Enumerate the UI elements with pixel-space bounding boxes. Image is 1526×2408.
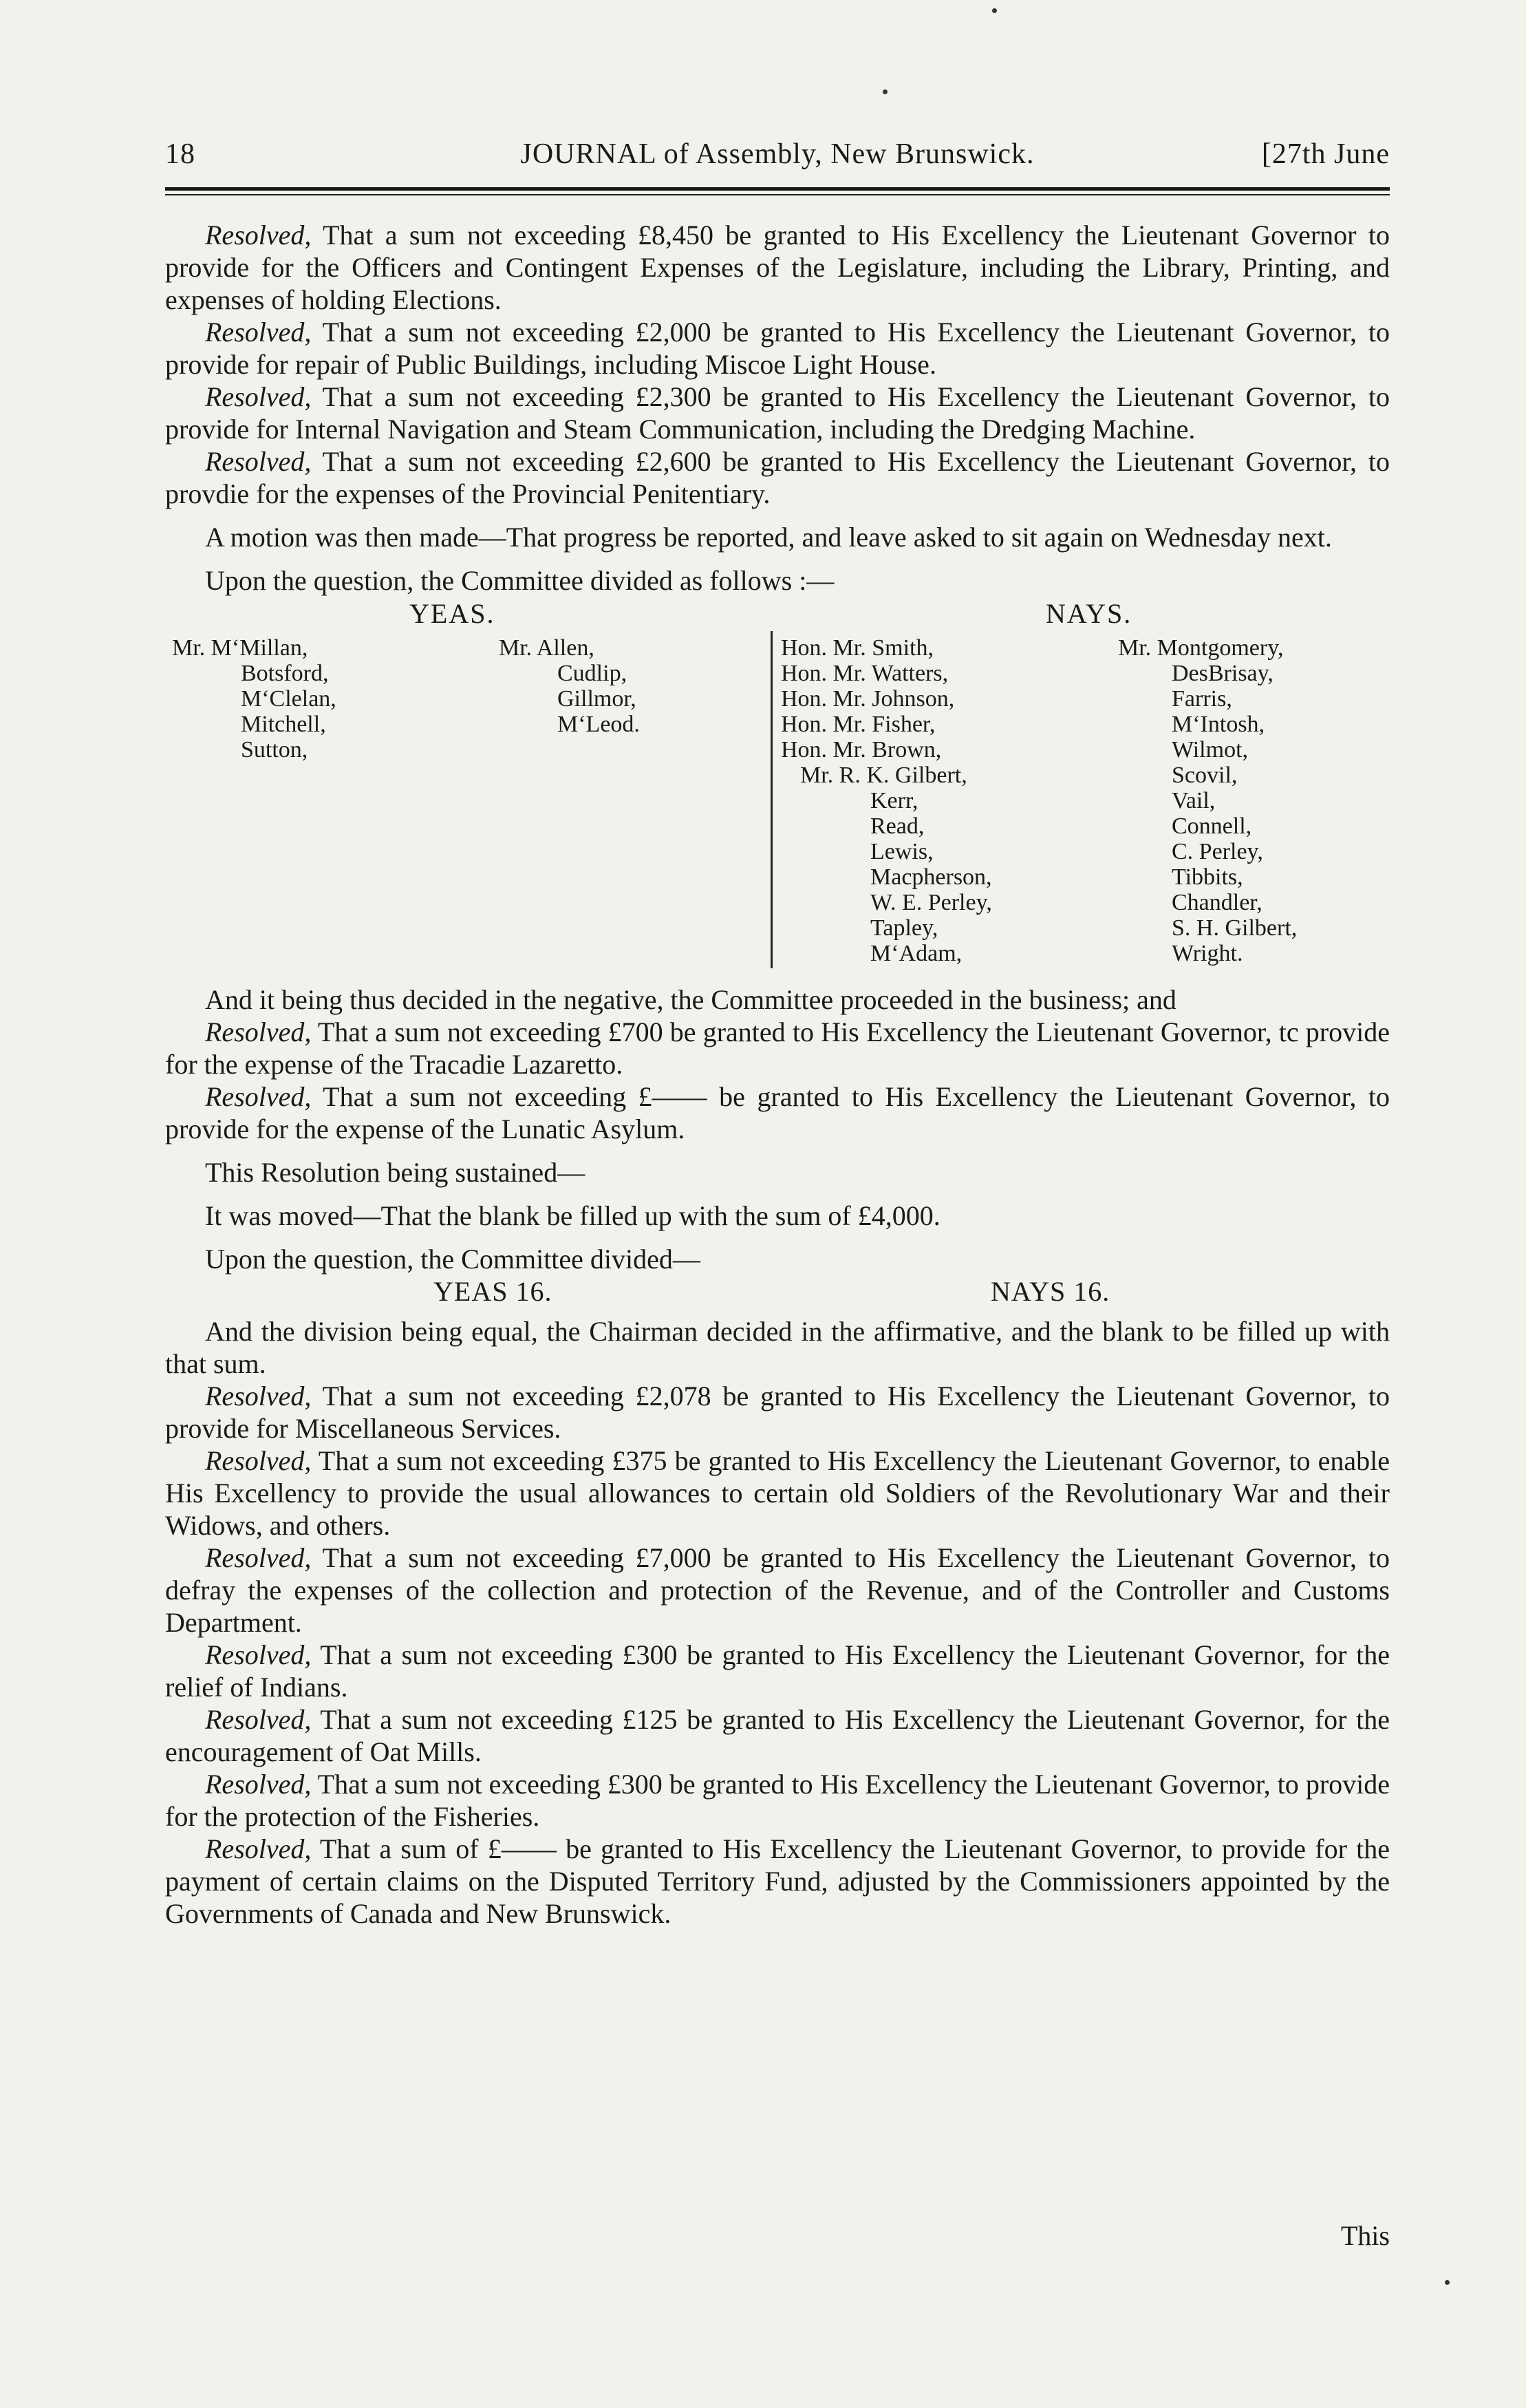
nays-column-1 [781,635,992,966]
resolved-lead: Resolved, [205,446,312,477]
member-name: Tibbits, [1172,864,1243,890]
paragraph-text: And it being thus decided in the negative, the Committee proceeded in the business; and [205,984,1176,1015]
speck-mark [883,89,888,94]
member-name: Lewis, [870,839,934,864]
journal-title: JOURNAL of Assembly, New Brunswick. [520,138,1035,170]
paragraph-text: That a sum not exceeding £2,600 be granted to His Excellency the Lieutenant Governor, to provdie for the expenses of the Provincial Penitentiary. [165,446,1390,509]
running-header [165,138,1390,179]
journal-paragraph [165,1200,1390,1232]
paragraph-text: That a sum not exceeding £700 be granted to His Excellency the Lieutenant Governor, tc provide for the expense of the Tracadie Lazaretto. [165,1016,1390,1080]
journal-body [165,219,1390,1930]
paragraph-text: That a sum not exceeding £2,300 be granted to His Excellency the Lieutenant Governor, to provide for Internal Navigation and Steam Communication, including the Dredging Machine. [165,381,1390,445]
member-name: Hon. Mr. Watters, [781,661,949,686]
paragraph-text: That a sum of £—— be granted to His Excellency the Lieutenant Governor, to provide for the payment of certain claims on the Disputed Territory Fund, adjusted by the Commissioners appointed by the Governments of Canada and New Brunswick. [165,1833,1390,1929]
nays-count: NAYS 16. [991,1276,1110,1307]
journal-paragraph [165,445,1390,510]
journal-paragraph [165,564,1390,597]
nays-heading: NAYS. [1046,598,1132,629]
paragraph-text: That a sum not exceeding £8,450 be granted to His Excellency the Lieutenant Governor to provide for the Officers and Contingent Expenses of the Legislature, including the Library, Printing, and expenses of holding Elections. [165,220,1390,315]
journal-paragraph [165,1243,1390,1275]
member-name: Mr. Allen, [499,635,594,661]
paragraph-text: That a sum not exceeding £2,000 be granted to His Excellency the Lieutenant Governor, to provide for repair of Public Buildings, including Miscoe Light House. [165,317,1390,380]
resolved-lead: Resolved, [205,1639,312,1670]
paragraph-group-b [165,983,1390,1275]
member-name: Mr. R. K. Gilbert, [800,763,967,788]
journal-paragraph [165,1542,1390,1639]
header-rule-thick [165,187,1390,191]
resolved-lead: Resolved, [205,1016,312,1047]
yeas-column-2 [499,635,640,737]
paragraph-text: It was moved—That the blank be filled up with the sum of £4,000. [205,1200,941,1231]
paragraph-group-a [165,219,1390,597]
member-name: Cudlip, [557,661,627,686]
paragraph-text: Upon the question, the Committee divided— [205,1244,700,1275]
division-tally [165,1275,1390,1315]
member-name: Sutton, [241,737,308,763]
journal-paragraph [165,521,1390,553]
member-name: W. E. Perley, [870,890,992,915]
member-name: M‘Leod. [557,712,640,737]
speck-mark [992,8,997,13]
journal-paragraph [165,1156,1390,1189]
member-name: S. H. Gilbert, [1172,915,1298,941]
member-name: Mr. M‘Millan, [172,635,308,661]
resolved-lead: Resolved, [205,1542,312,1573]
paragraph-text: That a sum not exceeding £300 be granted to His Excellency the Lieutenant Governor, to provide for the protection of the Fisheries. [165,1769,1390,1832]
member-name: Connell, [1172,813,1252,839]
member-name: Mitchell, [241,712,326,737]
journal-paragraph [165,316,1390,381]
journal-paragraph [165,1080,1390,1145]
paragraph-text: And the division being equal, the Chairman decided in the affirmative, and the blank to be filled up with that sum. [165,1316,1390,1379]
yeas-heading: YEAS. [409,598,495,629]
resolved-lead: Resolved, [205,1081,312,1112]
header-date: [27th June [1261,138,1390,170]
journal-paragraph [165,1703,1390,1768]
resolved-lead: Resolved, [205,1833,312,1864]
member-name: Read, [870,813,925,839]
journal-paragraph [165,1833,1390,1930]
paragraph-text: That a sum not exceeding £375 be granted to His Excellency the Lieutenant Governor, to enable His Excellency to provide the usual allowances to certain old Soldiers of the Revolutionary War and their Widows, and others. [165,1445,1390,1541]
member-name: Macpherson, [870,864,992,890]
paragraph-text: That a sum not exceeding £—— be granted to His Excellency the Lieutenant Governor, to provide for the expense of the Lunatic Asylum. [165,1081,1390,1144]
journal-paragraph [165,1445,1390,1542]
journal-paragraph [165,1768,1390,1833]
member-name: Vail, [1172,788,1216,813]
resolved-lead: Resolved, [205,317,312,348]
member-name: Hon. Mr. Smith, [781,635,934,661]
journal-paragraph [165,381,1390,445]
journal-paragraph [165,1016,1390,1080]
journal-paragraph [165,983,1390,1016]
member-name: Farris, [1172,686,1232,712]
member-name: Hon. Mr. Johnson, [781,686,955,712]
resolved-lead: Resolved, [205,1381,312,1411]
yeas-nays-divider [771,631,773,968]
paragraph-text: This Resolution being sustained— [205,1157,585,1188]
nays-column-2 [1118,635,1297,966]
member-name: DesBrisay, [1172,661,1274,686]
member-name: Tapley, [870,915,938,941]
page-number: 18 [165,138,195,170]
speck-mark [1445,2280,1450,2285]
member-name: M‘Clelan, [241,686,336,712]
member-name: Hon. Mr. Brown, [781,737,942,763]
paragraph-text: A motion was then made—That progress be reported, and leave asked to sit again on Wednesday next. [205,522,1332,553]
resolved-lead: Resolved, [205,1704,312,1735]
journal-paragraph [165,1315,1390,1380]
resolved-lead: Resolved, [205,220,312,251]
member-name: C. Perley, [1172,839,1263,864]
yeas-count: YEAS 16. [433,1276,552,1307]
resolved-lead: Resolved, [205,1769,312,1800]
journal-paragraph [165,1639,1390,1703]
paragraph-group-c [165,1315,1390,1930]
division-list [165,598,1390,972]
member-name: Scovil, [1172,763,1238,788]
resolved-lead: Resolved, [205,1445,312,1476]
paragraph-text: That a sum not exceeding £7,000 be granted to His Excellency the Lieutenant Governor, to defray the expenses of the collection and protection of the Revenue, and of the Controller and Customs Department. [165,1542,1390,1638]
member-name: Gillmor, [557,686,636,712]
paragraph-text: Upon the question, the Committee divided as follows :— [205,565,835,596]
member-name: Chandler, [1172,890,1262,915]
member-name: M‘Adam, [870,941,963,966]
resolved-lead: Resolved, [205,381,312,412]
catchword: This [1340,2220,1390,2251]
journal-paragraph [165,1380,1390,1445]
member-name: Mr. Montgomery, [1118,635,1284,661]
paragraph-text: That a sum not exceeding £2,078 be granted to His Excellency the Lieutenant Governor, to provide for Miscellaneous Services. [165,1381,1390,1444]
journal-paragraph [165,219,1390,316]
member-name: Wilmot, [1172,737,1249,763]
member-name: M‘Intosh, [1172,712,1265,737]
member-name: Kerr, [870,788,918,813]
member-name: Botsford, [241,661,329,686]
member-name: Hon. Mr. Fisher, [781,712,936,737]
member-name: Wright. [1172,941,1243,966]
yeas-column-1 [172,635,336,763]
paragraph-text: That a sum not exceeding £300 be granted to His Excellency the Lieutenant Governor, for the relief of Indians. [165,1639,1390,1703]
header-rule-thin [165,194,1390,195]
paragraph-text: That a sum not exceeding £125 be granted to His Excellency the Lieutenant Governor, for the encouragement of Oat Mills. [165,1704,1390,1767]
